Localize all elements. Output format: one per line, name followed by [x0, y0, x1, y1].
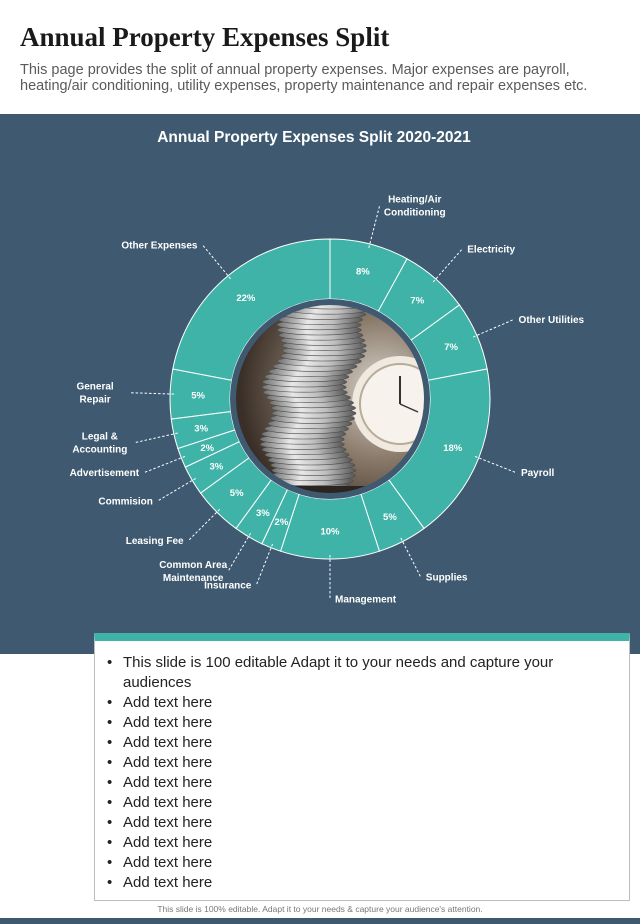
page-title: Annual Property Expenses Split	[20, 22, 390, 52]
chart-panel	[0, 114, 640, 654]
slice-category-label: Common Area Maintenance	[159, 560, 228, 585]
note-item: • Add text here	[107, 873, 613, 893]
slice-value-label: 2%	[274, 517, 289, 529]
note-item: • Add text here	[107, 753, 613, 773]
slice-category-label: Commision	[98, 496, 153, 508]
leader-line	[369, 205, 380, 248]
slice-category-label: General Repair	[76, 381, 114, 406]
page-subtitle: This page provides the split of annual property expenses. Major expenses are payroll, heating/air conditioning, utility expenses, property maintenance and repair expenses etc.	[20, 62, 588, 94]
slice-category-label: Legal & Accounting	[72, 431, 128, 456]
slice-value-label: 5%	[383, 512, 397, 524]
slice-value-label: 18%	[443, 443, 463, 455]
slice-category-label: Other Expenses	[121, 240, 198, 252]
notes-box	[94, 633, 630, 901]
note-item: • This slide is 100 editable Adapt it to your needs and capture your audiences	[107, 653, 613, 693]
slice-category-label: Other Utilities	[518, 315, 585, 327]
slice-value-label: 3%	[209, 461, 224, 473]
leader-line	[256, 544, 272, 585]
slice-value-label: 5%	[229, 487, 244, 499]
leader-line	[135, 433, 178, 443]
leader-line	[401, 538, 421, 577]
leader-line	[130, 393, 174, 394]
chart-title: Annual Property Expenses Split 2020-2021	[157, 129, 471, 146]
note-item: • Add text here	[107, 773, 613, 793]
note-item: • Add text here	[107, 833, 613, 853]
slice-category-label: Management	[335, 594, 397, 606]
slice-value-label: 7%	[410, 295, 425, 307]
slice-value-label: 5%	[191, 390, 205, 402]
note-item: • Add text here	[107, 853, 613, 873]
footer-note: This slide is 100% editable. Adapt it to your needs & capture your audience's attention.	[157, 904, 483, 914]
leader-line	[158, 478, 196, 500]
slice-value-label: 2%	[200, 443, 215, 455]
slice-category-label: Supplies	[425, 572, 468, 584]
note-item: • Add text here	[107, 793, 613, 813]
slice-value-label: 8%	[355, 266, 370, 278]
note-item: • Add text here	[107, 713, 613, 733]
slice-value-label: 7%	[444, 342, 459, 354]
leader-line	[228, 533, 250, 571]
slice-value-label: 3%	[194, 423, 209, 435]
slice-value-label: 22%	[236, 292, 256, 304]
slice-category-label: Advertisement	[69, 468, 140, 480]
slice-category-label: Electricity	[467, 244, 516, 256]
slice-category-label: Payroll	[520, 468, 555, 480]
notes-list	[95, 641, 629, 893]
leader-line	[475, 456, 516, 472]
slice-category-label: Heating/Air Conditioning	[383, 194, 446, 219]
leader-line	[473, 320, 513, 337]
note-item: • Add text here	[107, 693, 613, 713]
leader-line	[433, 249, 462, 282]
slice-value-label: 3%	[255, 508, 270, 520]
leader-line	[189, 509, 220, 540]
slice-category-label: Leasing Fee	[125, 535, 184, 547]
leader-line	[203, 245, 231, 279]
note-item: • Add text here	[107, 813, 613, 833]
slice-value-label: 10%	[320, 526, 340, 538]
bottom-bar	[0, 918, 640, 924]
note-item: • Add text here	[107, 733, 613, 753]
slice-category-label: Insurance	[204, 580, 252, 592]
leader-line	[144, 456, 185, 472]
donut-chart	[0, 114, 640, 654]
